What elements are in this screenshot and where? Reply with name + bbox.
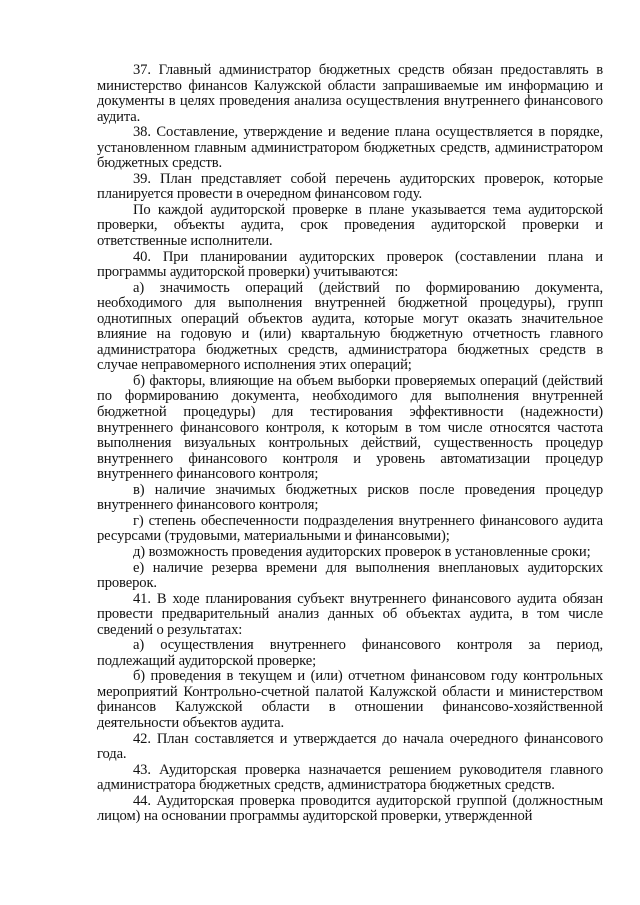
- paragraph-41-b: б) проведения в текущем и (или) отчетном финансовом году контрольных мероприятий Контрольно-счетной палатой Калужской области и министерством финансов Калужской области в отношении финансово-хозяйственной деятельности объектов аудита.: [97, 668, 603, 731]
- paragraph-43: 43. Аудиторская проверка назначается решением руководителя главного администратора бюджетных средств, администратора бюджетных средств.: [97, 761, 603, 794]
- paragraph-40: 40. При планировании аудиторских проверок (составлении плана и программы аудиторской проверки) учитываются:: [97, 248, 603, 281]
- paragraph-42: 42. План составляется и утверждается до начала очередного финансового года.: [97, 730, 603, 763]
- paragraph-39-details: По каждой аудиторской проверке в плане указывается тема аудиторской проверки, объекты аудита, срок проведения аудиторской проверки и ответственные исполнители.: [97, 201, 603, 250]
- document-body: [97, 63, 603, 825]
- paragraph-40-v: в) наличие значимых бюджетных рисков после проведения процедур внутреннего финансового контроля;: [97, 481, 603, 514]
- paragraph-40-d: д) возможность проведения аудиторских проверок в установленные сроки;: [133, 543, 591, 560]
- paragraph-40-a: а) значимость операций (действий по формированию документа, необходимого для выполнения внутренней бюджетной процедуры), групп однотипных операций объектов аудита, которые могут оказать значительное влияние на годовую и (или) квартальную бюджетную отчетность главного администратора бюджетных средств, администратора бюджетных средств в случае неправомерного исполнения этих операций;: [97, 279, 603, 374]
- paragraph-40-g: г) степень обеспеченности подразделения внутреннего финансового аудита ресурсами (трудовыми, материальными и финансовыми);: [97, 512, 603, 545]
- paragraph-41-a: а) осуществления внутреннего финансового контроля за период, подлежащий аудиторской проверке;: [97, 637, 603, 669]
- paragraph-40-b: б) факторы, влияющие на объем выборки проверяемых операций (действий по формированию документа, необходимого для выполнения внутренней бюджетной процедуры) для тестирования эффективности (надежности) внутреннего финансового контроля, к которым в том числе относятся частота выполнения визуальных контрольных действий, существенность процедур внутреннего финансового контроля и уровень автоматизации процедур внутреннего финансового контроля;: [97, 372, 603, 483]
- paragraph-41: 41. В ходе планирования субъект внутреннего финансового аудита обязан провести предварительный анализ данных об объектах аудита, в том числе сведений о результатах:: [97, 590, 603, 638]
- paragraph-40-e: е) наличие резерва времени для выполнения внеплановых аудиторских проверок.: [97, 559, 603, 592]
- paragraph-39: 39. План представляет собой перечень аудиторских проверок, которые планируется провести в очередном финансовом году.: [97, 170, 603, 203]
- paragraph-37: 37. Главный администратор бюджетных средств обязан предоставлять в министерство финансов Калужской области запрашиваемые им информацию и документы в целях проведения анализа осуществления внутреннего финансового аудита.: [97, 62, 603, 125]
- paragraph-38: 38. Составление, утверждение и ведение плана осуществляется в порядке, установленном главным администратором бюджетных средств, администратором бюджетных средств.: [97, 124, 603, 172]
- paragraph-44: 44. Аудиторская проверка проводится аудиторской группой (должностным лицом) на основании программы аудиторской проверки, утвержденной: [97, 792, 603, 825]
